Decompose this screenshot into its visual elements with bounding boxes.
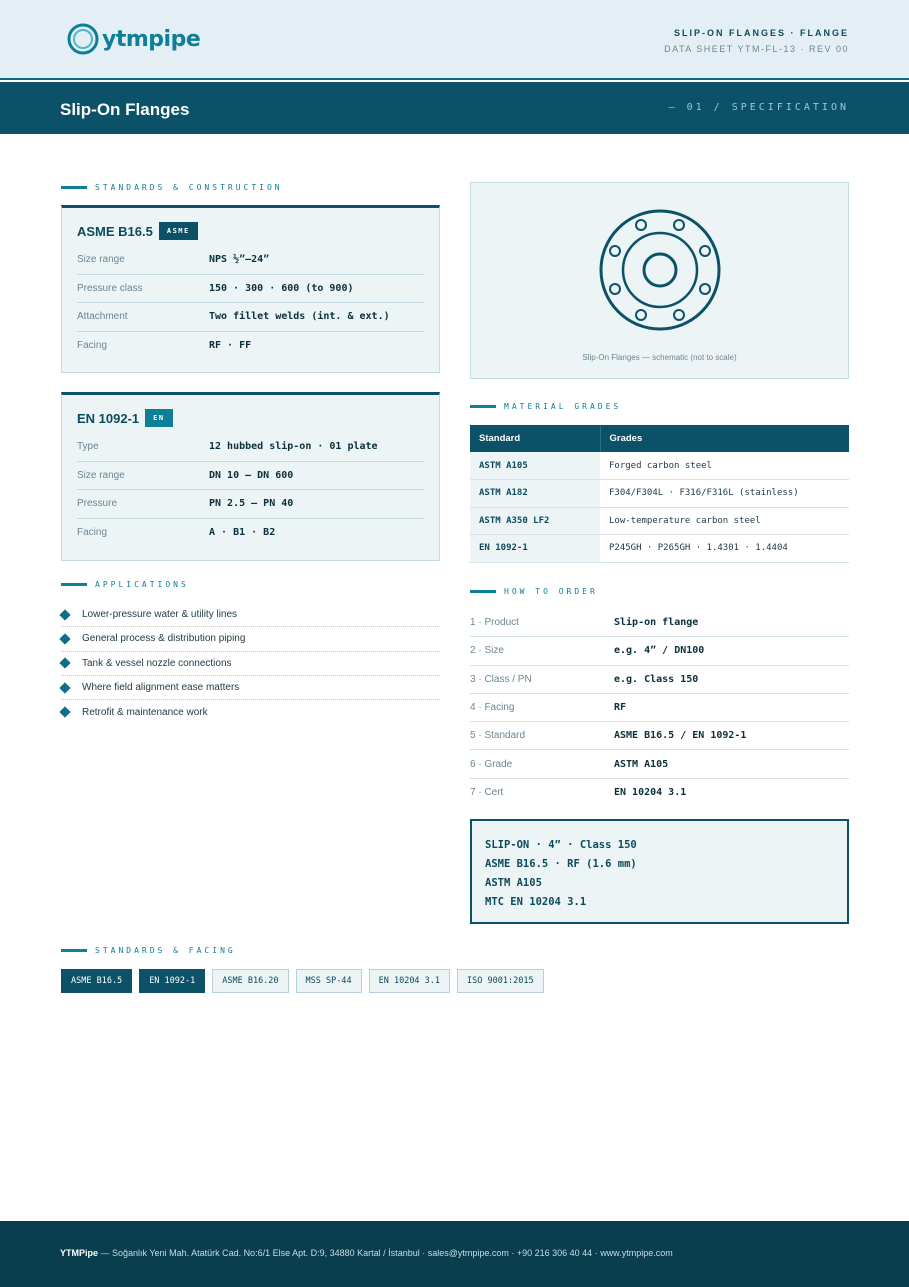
- standard-cell: ASTM A350 LF2: [470, 507, 600, 535]
- spec-key: Pressure: [77, 498, 118, 510]
- standard-badge: ASME: [159, 222, 198, 240]
- table-row: [470, 507, 849, 535]
- spec-key: Size range: [77, 469, 125, 481]
- label-dash: [470, 405, 496, 408]
- standard-badge: EN: [145, 409, 172, 427]
- order-value: ASTM A105: [614, 758, 669, 770]
- order-key: 2 · Size: [470, 645, 504, 657]
- section-label-text: HOW TO ORDER: [504, 587, 598, 596]
- table-row: [470, 535, 849, 563]
- spec-key: Facing: [77, 527, 108, 539]
- card-header: [62, 208, 439, 246]
- label-dash: [61, 949, 87, 952]
- order-row: [470, 694, 849, 722]
- standard-chip: EN 1092-1: [139, 969, 205, 993]
- table-row: [470, 452, 849, 480]
- order-value: e.g. 4” / DN100: [614, 645, 705, 657]
- order-value: Slip-on flange: [614, 617, 699, 629]
- spec-key: Pressure class: [77, 282, 143, 294]
- card-header: [62, 395, 439, 433]
- en-card: [61, 392, 440, 561]
- standard-cell: EN 1092-1: [470, 535, 600, 563]
- page-footer: [0, 1221, 909, 1287]
- order-steps: [470, 609, 849, 807]
- document-reference: DATA SHEET YTM-FL-13 · REV 00: [664, 44, 849, 54]
- facing-section-label: [61, 946, 236, 955]
- order-key: 5 · Standard: [470, 730, 526, 742]
- spec-value: NPS ½”–24”: [209, 254, 270, 266]
- standards-section-label: [61, 183, 283, 192]
- grades-cell: Forged carbon steel: [600, 452, 849, 480]
- order-example-line: MTC EN 10204 3.1: [485, 896, 587, 908]
- spec-value: PN 2.5 – PN 40: [209, 498, 294, 510]
- standard-chip: ASME B16.5: [61, 969, 132, 993]
- spec-value: DN 10 – DN 600: [209, 469, 294, 481]
- logo-text: ytmpipe: [102, 26, 201, 52]
- section-marker: — 01 / SPECIFICATION: [668, 102, 849, 113]
- order-example-line: ASTM A105: [485, 877, 542, 889]
- spec-key: Type: [77, 441, 99, 453]
- diamond-bullet-icon: [59, 658, 70, 669]
- list-item: [61, 700, 440, 724]
- spec-row: [77, 519, 424, 548]
- page-title: Slip-On Flanges: [60, 100, 190, 119]
- spec-value: Two fillet welds (int. & ext.): [209, 311, 390, 323]
- material-grades-table: [470, 425, 849, 563]
- spec-row: [77, 490, 424, 519]
- label-dash: [61, 186, 87, 189]
- list-item: [61, 676, 440, 700]
- standard-chip: MSS SP-44: [296, 969, 362, 993]
- diamond-bullet-icon: [59, 609, 70, 620]
- list-item-text: General process & distribution piping: [82, 633, 246, 645]
- card-title: ASME B16.5: [77, 223, 153, 239]
- page-header: [0, 0, 909, 80]
- table-row: [470, 480, 849, 508]
- standard-chip: ASME B16.20: [212, 969, 288, 993]
- card-title: EN 1092-1: [77, 410, 140, 426]
- order-section-label: [470, 587, 598, 596]
- diamond-bullet-icon: [59, 707, 70, 718]
- footer-address: — Soğanlık Yeni Mah. Atatürk Cad. No:6/1 Else Apt. D:9, 34880 Kartal / İstanbul · sales@ytmpipe.com · +90 216 306 40 44 · www.ytmpipe.com: [98, 1248, 673, 1258]
- footer-company: YTMPipe: [60, 1248, 99, 1258]
- label-dash: [470, 590, 496, 593]
- list-item-text: Tank & vessel nozzle connections: [82, 657, 232, 669]
- spec-value: 12 hubbed slip-on · 01 plate: [209, 441, 378, 453]
- order-row: [470, 779, 849, 807]
- order-key: 6 · Grade: [470, 758, 513, 770]
- list-item: [61, 652, 440, 676]
- column-header: Grades: [600, 425, 849, 452]
- order-row: [470, 637, 849, 665]
- section-label-text: APPLICATIONS: [95, 580, 189, 589]
- spec-value: A · B1 · B2: [209, 527, 276, 539]
- document-title: SLIP-ON FLANGES · FLANGE: [674, 28, 849, 38]
- schematic-caption: Slip-On Flanges — schematic (not to scale): [582, 353, 737, 362]
- standard-cell: ASTM A182: [470, 480, 600, 508]
- order-example-line: SLIP-ON · 4” · Class 150: [485, 839, 637, 851]
- spec-row: [77, 275, 424, 304]
- spec-row: [77, 246, 424, 275]
- company-logo: [66, 22, 200, 56]
- order-example-box: [470, 819, 849, 924]
- flange-schematic-panel: [470, 182, 849, 379]
- footer-contact: [60, 1248, 673, 1258]
- order-value: e.g. Class 150: [614, 673, 699, 685]
- order-value: RF: [614, 702, 627, 714]
- spec-key: Facing: [77, 340, 108, 352]
- list-item: [61, 603, 440, 627]
- diamond-bullet-icon: [59, 682, 70, 693]
- standard-chip: ISO 9001:2015: [457, 969, 544, 993]
- order-row: [470, 609, 849, 637]
- grades-cell: P245GH · P265GH · 1.4301 · 1.4404: [600, 535, 849, 563]
- standards-chip-row: [61, 969, 551, 993]
- standard-chip: EN 10204 3.1: [369, 969, 450, 993]
- order-row: [470, 750, 849, 778]
- section-label-text: STANDARDS & CONSTRUCTION: [95, 183, 283, 192]
- label-dash: [61, 583, 87, 586]
- spec-row: [77, 332, 424, 361]
- spec-value: 150 · 300 · 600 (to 900): [209, 282, 354, 294]
- grades-cell: Low-temperature carbon steel: [600, 507, 849, 535]
- diamond-bullet-icon: [59, 633, 70, 644]
- logo-mark-icon: [66, 22, 100, 56]
- order-key: 7 · Cert: [470, 787, 504, 799]
- order-key: 4 · Facing: [470, 702, 515, 714]
- flange-schematic-icon: [471, 183, 850, 348]
- title-band: [0, 82, 909, 134]
- spec-value: RF · FF: [209, 340, 252, 352]
- grades-cell: F304/F304L · F316/F316L (stainless): [600, 480, 849, 508]
- order-key: 3 · Class / PN: [470, 673, 532, 685]
- spec-row: [77, 433, 424, 462]
- standard-cell: ASTM A105: [470, 452, 600, 480]
- materials-section-label: [470, 402, 621, 411]
- order-example-line: ASME B16.5 · RF (1.6 mm): [485, 858, 637, 870]
- list-item-text: Where field alignment ease matters: [82, 682, 240, 694]
- spec-key: Attachment: [77, 311, 128, 323]
- applications-section-label: [61, 580, 189, 589]
- spec-row: [77, 303, 424, 332]
- order-value: EN 10204 3.1: [614, 787, 687, 799]
- order-row: [470, 722, 849, 750]
- spec-key: Size range: [77, 254, 125, 266]
- asme-card: [61, 205, 440, 373]
- spec-row: [77, 462, 424, 491]
- list-item-text: Retrofit & maintenance work: [82, 706, 208, 718]
- column-header: Standard: [470, 425, 600, 452]
- order-value: ASME B16.5 / EN 1092-1: [614, 730, 747, 742]
- order-key: 1 · Product: [470, 617, 519, 629]
- list-item: [61, 627, 440, 651]
- section-label-text: STANDARDS & FACING: [95, 946, 236, 955]
- list-item-text: Lower-pressure water & utility lines: [82, 609, 238, 621]
- section-label-text: MATERIAL GRADES: [504, 402, 622, 411]
- applications-list: [61, 603, 440, 724]
- table-header-row: [470, 425, 849, 452]
- order-row: [470, 666, 849, 694]
